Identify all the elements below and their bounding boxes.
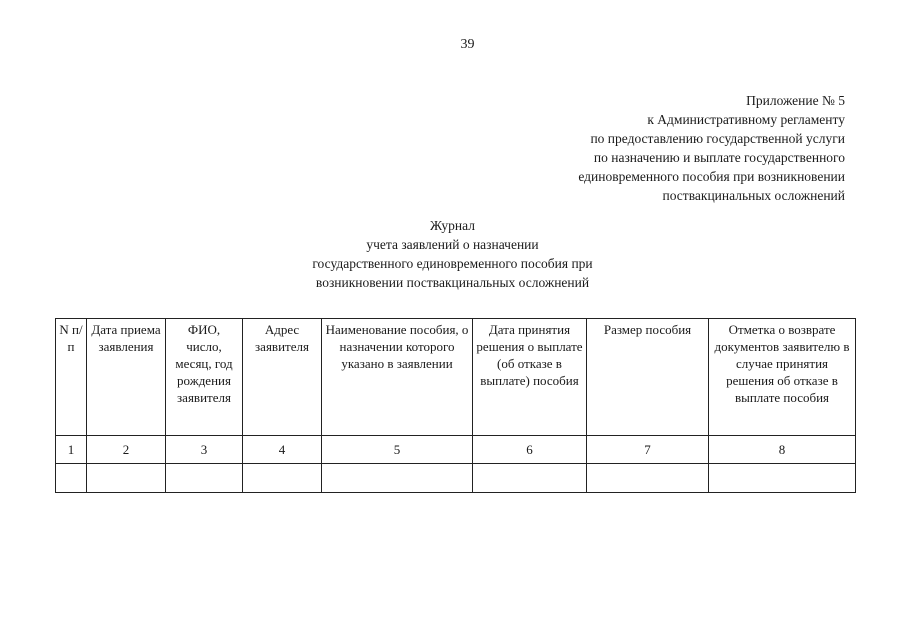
header-cell-application-date: Дата приема заявления [87,319,166,436]
appendix-line: по назначению и выплате государственного [593,150,845,165]
appendix-line: поствакцинальных осложнений [662,188,845,203]
column-number-cell: 3 [166,436,243,464]
empty-cell [322,464,473,493]
appendix-line: Приложение № 5 [746,93,845,108]
column-number-cell: 8 [709,436,856,464]
column-number-cell: 2 [87,436,166,464]
header-cell-documents-return: Отметка о возврате документов заявителю в случае принятия решения об отказе в выплате пособия [709,319,856,436]
journal-title-line: возникновении поствакцинальных осложнений [315,275,590,290]
register-table [55,318,856,493]
journal-title-line: государственного единовременного пособия при [312,256,593,271]
column-number-cell: 4 [243,436,322,464]
column-number-cell: 7 [587,436,709,464]
appendix-line: к Административному регламенту [647,112,845,127]
empty-cell [709,464,856,493]
journal-title-line: Журнал [429,218,475,233]
empty-cell [473,464,587,493]
empty-cell [243,464,322,493]
header-cell-number: N п/п [56,319,87,436]
appendix-line: единовременного пособия при возникновении [578,169,845,184]
empty-cell [87,464,166,493]
header-cell-decision-date: Дата принятия решения о выплате (об отказе в выплате) пособия [473,319,587,436]
column-number-cell: 1 [56,436,87,464]
header-row [56,319,856,436]
appendix-caption [578,91,845,205]
header-cell-benefit-amount: Размер пособия [587,319,709,436]
empty-cell [166,464,243,493]
page-number: 39 [460,37,475,52]
appendix-line: по предоставлению государственной услуги [590,131,845,146]
header-cell-benefit-name: Наименование пособия, о назначении которого указано в заявлении [322,319,473,436]
column-number-cell: 5 [322,436,473,464]
header-cell-applicant-name: ФИО, число, месяц, год рождения заявителя [166,319,243,436]
empty-cell [587,464,709,493]
empty-cell [56,464,87,493]
header-cell-applicant-address: Адрес заявителя [243,319,322,436]
journal-title [0,216,905,292]
empty-table-row [56,464,856,493]
journal-title-line: учета заявлений о назначении [366,237,539,252]
column-number-row [56,436,856,464]
column-number-cell: 6 [473,436,587,464]
